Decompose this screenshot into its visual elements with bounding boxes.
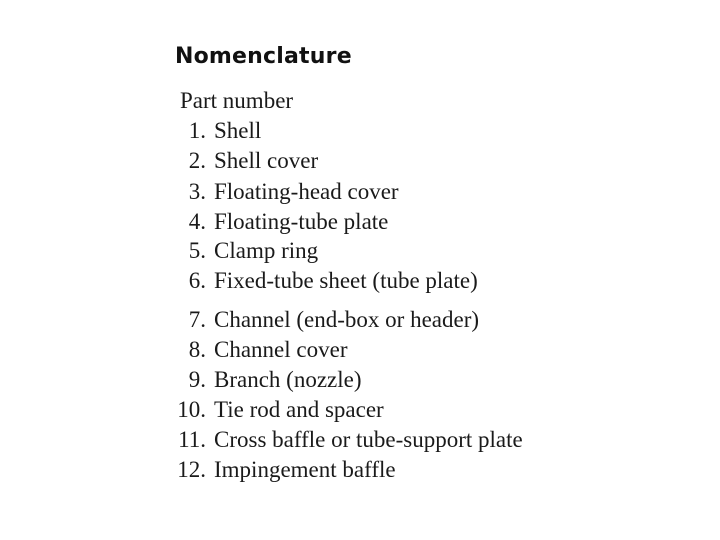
item-label: Clamp ring <box>214 238 319 263</box>
item-number: 4. <box>188 209 206 234</box>
item-number: 5. <box>188 238 206 263</box>
part-number-header: Part number <box>180 88 294 113</box>
item-number: 1. <box>188 118 206 143</box>
item-label: Fixed-tube sheet (tube plate) <box>214 268 478 293</box>
page-title: Nomenclature <box>175 44 352 69</box>
item-label: Shell cover <box>214 148 319 173</box>
item-number: 3. <box>188 179 206 204</box>
item-label: Cross baffle or tube-support plate <box>214 427 523 452</box>
item-label: Tie rod and spacer <box>214 397 384 422</box>
item-label: Channel (end-box or header) <box>214 307 480 332</box>
item-number: 2. <box>188 148 206 173</box>
item-number: 12. <box>177 457 206 482</box>
item-label: Impingement baffle <box>214 457 396 482</box>
item-number: 9. <box>188 367 206 392</box>
item-label: Branch (nozzle) <box>214 367 362 392</box>
item-label: Floating-head cover <box>214 179 399 204</box>
item-number: 7. <box>188 307 206 332</box>
item-label: Floating-tube plate <box>214 209 389 234</box>
item-label: Shell <box>214 118 262 143</box>
item-label: Channel cover <box>214 337 348 362</box>
item-number: 11. <box>178 427 206 452</box>
item-number: 10. <box>177 397 206 422</box>
item-number: 8. <box>188 337 206 362</box>
item-number: 6. <box>188 268 206 293</box>
